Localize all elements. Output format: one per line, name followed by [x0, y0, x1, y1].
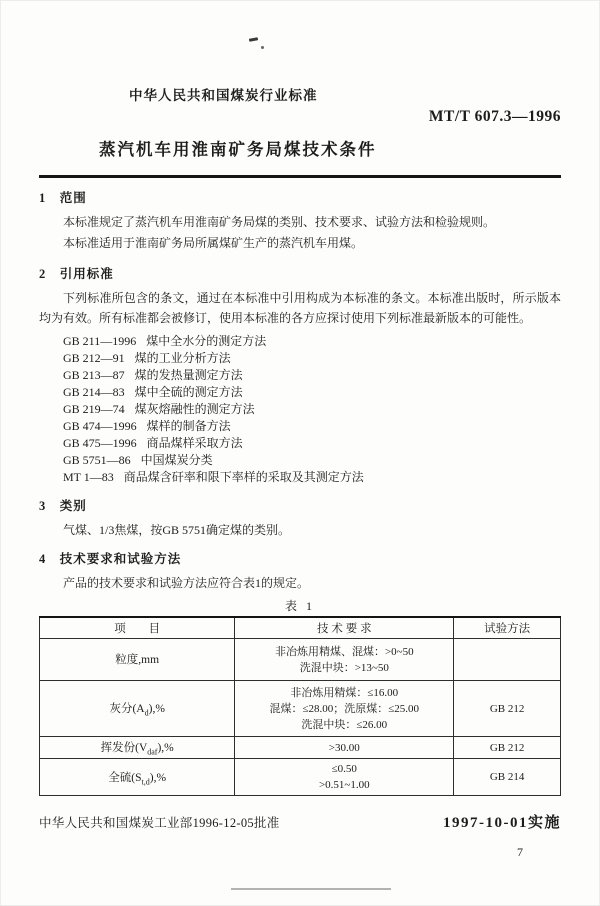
implementation-text: 1997-10-01实施 — [443, 815, 561, 831]
section-requirements — [39, 551, 561, 797]
requirement-line: ≤0.50 — [331, 763, 357, 776]
reference-code: GB 5751—86 — [63, 452, 131, 467]
requirement-line: 混煤：≤28.00；洗原煤：≤25.00 — [269, 702, 420, 715]
page-number: 7 — [517, 845, 523, 859]
section-heading-requirements: 4 技术要求和试验方法 — [39, 551, 182, 566]
reference-code: GB 212—91 — [63, 350, 125, 365]
method-cell: GB 214 — [454, 759, 561, 796]
document-title: 蒸汽机车用淮南矿务局煤技术条件 — [99, 140, 377, 159]
reference-title: 商品煤样采取方法 — [146, 435, 243, 450]
requirement-cell — [235, 681, 454, 737]
item-label: 全硫(S — [108, 771, 142, 784]
section-heading-category: 3 类别 — [39, 498, 87, 513]
reference-item — [63, 367, 561, 384]
reference-item — [63, 401, 561, 418]
item-cell — [40, 639, 235, 681]
reference-item — [63, 384, 561, 401]
section-heading-scope: 1 范围 — [39, 190, 87, 205]
reference-item — [63, 452, 561, 469]
col-header-requirements: 技 术 要 求 — [235, 617, 454, 639]
requirement-cell — [235, 639, 454, 681]
section-heading-references: 2 引用标准 — [39, 266, 114, 281]
spec-table — [39, 616, 561, 796]
method-cell: GB 212 — [454, 681, 561, 737]
method-cell: GB 212 — [454, 737, 561, 759]
paragraph: 气煤、1/3焦煤，按GB 5751确定煤的类别。 — [63, 522, 291, 537]
reference-code: GB 211—1996 — [63, 333, 137, 348]
approval-text: 中华人民共和国煤炭工业部1996-12-05批准 — [39, 816, 280, 830]
reference-item — [63, 333, 561, 350]
reference-code: GB 213—87 — [63, 367, 125, 382]
table-row — [40, 759, 561, 796]
reference-item — [63, 350, 561, 367]
paragraph: 本标准适用于淮南矿务局所属煤矿生产的蒸汽机车用煤。 — [63, 235, 364, 250]
requirement-line: >30.00 — [328, 741, 360, 754]
section-category — [39, 498, 561, 541]
reference-code: GB 475—1996 — [63, 435, 137, 450]
reference-title: 煤中全水分的测定方法 — [146, 333, 267, 348]
requirement-line: 非冶炼用精煤：≤16.00 — [290, 686, 399, 699]
table-caption: 表 1 — [284, 598, 315, 613]
reference-title: 商品煤含矸率和限下率样的采取及其测定方法 — [123, 469, 364, 484]
section-scope — [39, 190, 561, 254]
reference-code: GB 214—83 — [63, 384, 125, 399]
item-cell — [40, 681, 235, 737]
item-label-suffix: ),% — [149, 771, 167, 784]
requirement-cell — [235, 737, 454, 759]
reference-title: 煤的发热量测定方法 — [134, 367, 243, 382]
item-subscript: daf — [147, 747, 158, 757]
item-label: 灰分(A — [109, 702, 145, 715]
item-label-suffix: ),% — [148, 702, 165, 715]
item-cell — [40, 759, 235, 796]
reference-code: GB 219—74 — [63, 401, 125, 416]
col-header-method: 试验方法 — [454, 617, 561, 639]
requirement-line: >0.51~1.00 — [318, 779, 370, 792]
item-label-suffix: ),% — [157, 742, 174, 754]
table-row — [40, 681, 561, 737]
table-row — [40, 639, 561, 681]
method-cell — [454, 639, 561, 681]
reference-title: 煤中全硫的测定方法 — [134, 384, 243, 399]
scan-line — [231, 888, 391, 890]
reference-title: 煤的工业分析方法 — [134, 350, 231, 365]
reference-title: 中国煤炭分类 — [140, 452, 213, 467]
table-row — [40, 737, 561, 759]
requirement-line: 非冶炼用精煤、混煤：>0~50 — [274, 645, 414, 658]
item-label: 粒度 — [115, 653, 139, 666]
scan-dot — [261, 46, 264, 49]
requirement-line: 洗混中块：>13~50 — [299, 661, 389, 674]
requirement-cell — [235, 759, 454, 796]
header-rule — [39, 175, 561, 178]
item-label-suffix: ,mm — [138, 653, 160, 666]
footer — [39, 811, 561, 832]
item-subscript: t,d — [141, 776, 150, 786]
requirement-line: 洗混中块：≤26.00 — [301, 718, 388, 731]
reference-code: MT 1—83 — [63, 469, 114, 484]
scan-artifact — [249, 37, 258, 42]
standard-number: MT/T 607.3—1996 — [428, 108, 561, 125]
section-references — [39, 266, 561, 486]
reference-list — [63, 333, 561, 486]
reference-item — [63, 418, 561, 435]
reference-title: 煤样的制备方法 — [146, 418, 231, 433]
paragraph: 产品的技术要求和试验方法应符合表1的规定。 — [63, 575, 310, 590]
references-intro: 下列标准所包含的条文，通过在本标准中引用构成为本标准的条文。本标准出版时，所示版本均为有效。所有标准都会被修订，使用本标准的各方应探讨使用下列标准最新版本的可能性。 — [39, 290, 561, 325]
reference-item — [63, 469, 561, 486]
col-header-item: 项 目 — [40, 617, 235, 639]
item-label: 挥发份(V — [100, 742, 148, 754]
reference-item — [63, 435, 561, 452]
reference-title: 煤灰熔融性的测定方法 — [134, 401, 255, 416]
standard-label: 中华人民共和国煤炭行业标准 — [129, 88, 318, 103]
table-header-row — [40, 617, 561, 639]
item-subscript: d — [144, 708, 149, 718]
item-cell — [40, 737, 235, 759]
paragraph: 本标准规定了蒸汽机车用淮南矿务局煤的类别、技术要求、试验方法和检验规则。 — [63, 214, 496, 229]
reference-code: GB 474—1996 — [63, 418, 137, 433]
